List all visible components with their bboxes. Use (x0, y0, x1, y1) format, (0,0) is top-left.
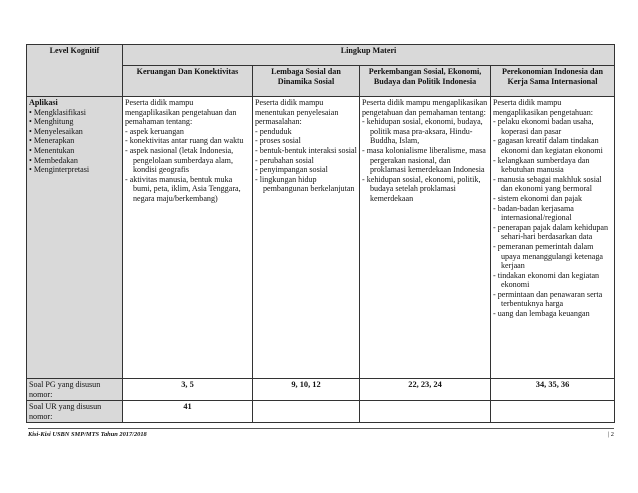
materi-list (125, 127, 250, 204)
page-footer (28, 428, 614, 438)
materi-list (493, 117, 612, 318)
materi-intro: Peserta didik mampu mengaplikasikan pengetahuan dan pemahaman tentang: (362, 98, 488, 117)
list-item: - lingkungan hidup pembangunan berkelanjutan (255, 174, 355, 194)
materi-intro: Peserta didik mampu mengaplikasikan pengetahuan: (493, 98, 594, 117)
list-item: - sistem ekonomi dan pajak (493, 193, 583, 203)
list-item: • Membedakan (29, 155, 78, 165)
list-item: • Mengklasifikasi (29, 107, 87, 117)
materi-list (255, 127, 357, 194)
soal-ur-empty (360, 401, 491, 423)
list-item: - aspek keruangan (125, 126, 184, 136)
materi-cell-perkembangan (360, 97, 491, 379)
soal-pg-perkembangan: 22, 23, 24 (360, 379, 491, 401)
list-item: - perubahan sosial (255, 155, 314, 165)
level-kognitif-header: Level Kognitif (27, 45, 123, 97)
list-item: • Menghitung (29, 117, 74, 127)
soal-ur-value: 41 (123, 401, 253, 423)
list-item: - aktivitas manusia, bentuk muka bumi, peta, iklim, Asia Tenggara, negara maju/berkembang) (125, 174, 241, 203)
column-header-lembaga-sosial: Lembaga Sosial dan Dinamika Sosial (253, 66, 360, 97)
soal-ur-empty (253, 401, 360, 423)
kisi-kisi-table (26, 44, 615, 423)
list-item: - badan-badan kerjasama internasional/regional (493, 203, 574, 223)
soal-pg-label: Soal PG yang disusun nomor: (27, 379, 123, 401)
soal-pg-keruangan: 3, 5 (123, 379, 253, 401)
list-item: - pelaku ekonomi badan usaha, koperasi dan pasar (493, 117, 594, 136)
soal-ur-label: Soal UR yang disusun nomor: (27, 401, 123, 423)
list-item: - kelangkaan sumberdaya dan kebutuhan manusia (493, 155, 590, 175)
list-item: - tindakan ekonomi dan kegiatan ekonomi (493, 270, 600, 290)
materi-cell-keruangan (123, 97, 253, 379)
list-item: - penyimpangan sosial (255, 165, 328, 175)
list-item: • Menginterpretasi (29, 165, 90, 175)
materi-cell-perekonomian (491, 97, 615, 379)
list-item: - kehidupan sosial, ekonomi, budaya, politik masa pra-aksara, Hindu-Buddha, Islam, (362, 117, 483, 146)
list-item: - permintaan dan penawaran serta terbentuknya harga (493, 289, 603, 309)
soal-ur-empty (491, 401, 615, 423)
list-item: - masa kolonialisme liberalisme, masa pergerakan nasional, dan proklamasi kemerdekaan Indonesia (362, 145, 486, 175)
list-item: • Menyelesaikan (29, 126, 83, 136)
soal-pg-lembaga-sosial: 9, 10, 12 (253, 379, 360, 401)
materi-intro: Peserta didik mampu menentukan penyelesaian permasalahan: (255, 98, 339, 127)
soal-pg-perekonomian: 34, 35, 36 (491, 379, 615, 401)
level-list (29, 108, 120, 175)
list-item: - bentuk-bentuk interaksi sosial (255, 145, 357, 155)
page-number: | 2 (607, 431, 614, 438)
materi-list (362, 117, 488, 203)
list-item: - uang dan lembaga keuangan (493, 309, 590, 319)
list-item: - gagasan kreatif dalam tindakan ekonomi dan kegiatan ekonomi (493, 136, 603, 155)
lingkup-materi-header: Lingkup Materi (123, 45, 615, 66)
level-cell (27, 97, 123, 379)
list-item: - proses sosial (255, 136, 301, 146)
materi-intro: Peserta didik mampu mengaplikasikan pengetahuan dan pemahaman tentang: (125, 98, 237, 127)
column-header-keruangan: Keruangan Dan Konektivitas (123, 66, 253, 97)
list-item: - pemeranan pemerintah dalam upaya menanggulangi ketenaga kerjaan (493, 241, 604, 271)
list-item: - konektivitas antar ruang dan waktu (125, 136, 244, 146)
list-item: • Menentukan (29, 145, 75, 155)
list-item: - penduduk (255, 126, 292, 136)
column-header-perkembangan: Perkembangan Sosial, Ekonomi, Budaya dan Politik Indonesia (360, 66, 491, 97)
column-header-perekonomian: Perekonomian Indonesia dan Kerja Sama Internasional (491, 66, 615, 97)
list-item: • Menerapkan (29, 136, 75, 146)
materi-cell-lembaga-sosial (253, 97, 360, 379)
level-title: Aplikasi (29, 98, 58, 107)
list-item: - aspek nasional (letak Indonesia, pengelolaan sumberdaya alam, kondisi geografis (125, 145, 234, 175)
footer-title: Kisi-Kisi USBN SMP/MTS Tahun 2017/2018 (28, 431, 147, 438)
list-item: - kehidupan sosial, ekonomi, politik, budaya setelah proklamasi kemerdekaan (362, 174, 481, 203)
list-item: - manusia sebagai makhluk sosial dan ekonomi yang bermoral (493, 174, 602, 194)
list-item: - penerapan pajak dalam kehidupan sehari-hari berdasarkan data (493, 222, 609, 242)
